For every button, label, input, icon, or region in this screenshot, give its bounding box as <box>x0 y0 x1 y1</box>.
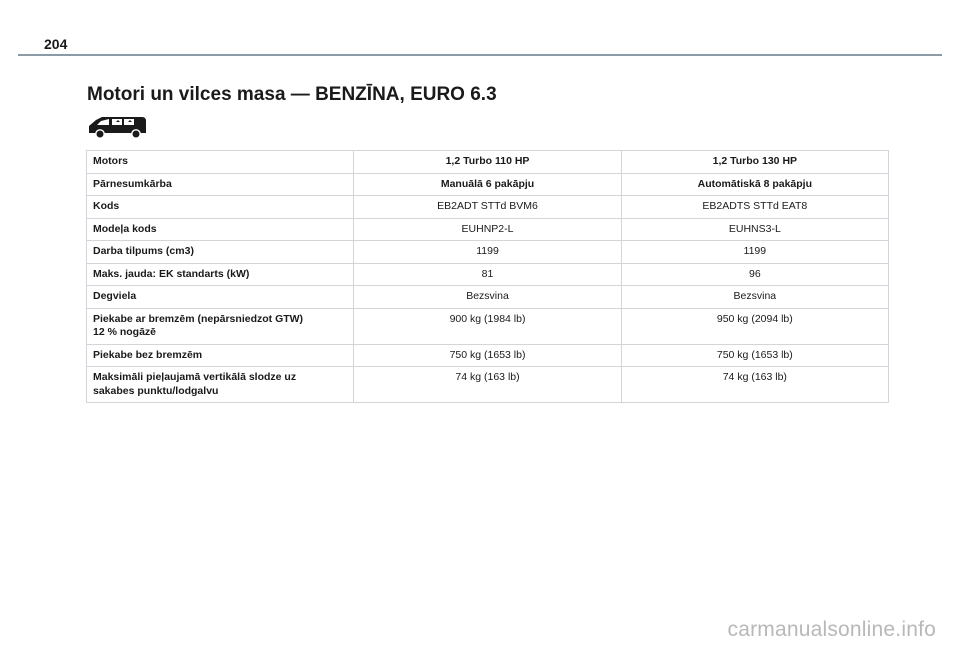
row-label: Modeļa kods <box>87 218 354 241</box>
van-icon <box>86 114 150 140</box>
row-col1: EB2ADT STTd BVM6 <box>354 196 621 219</box>
row-col2: Bezsvina <box>621 286 888 309</box>
header-rule <box>18 54 942 56</box>
row-label: Maks. jauda: EK standarts (kW) <box>87 263 354 286</box>
row-label: Piekabe bez bremzēm <box>87 344 354 367</box>
row-label <box>87 308 354 344</box>
row-label-line2: sakabes punktu/lodgalvu <box>93 384 219 397</box>
page-number: 204 <box>44 36 68 52</box>
table-header-row <box>87 151 889 174</box>
header-col2: 1,2 Turbo 130 HP <box>621 151 888 174</box>
row-col1: 900 kg (1984 lb) <box>354 308 621 344</box>
row-label-line1: Maksimāli pieļaujamā vertikālā slodze uz <box>93 371 297 383</box>
row-col2: 950 kg (2094 lb) <box>621 308 888 344</box>
table-row <box>87 367 889 403</box>
row-label-line1: Piekabe ar bremzēm (nepārsniedzot GTW) <box>93 312 304 325</box>
row-col1: EUHNP2-L <box>354 218 621 241</box>
table-row <box>87 263 889 286</box>
row-col2: 74 kg (163 lb) <box>621 367 888 403</box>
table-row <box>87 173 889 196</box>
row-col2: 750 kg (1653 lb) <box>621 344 888 367</box>
row-col2: 1199 <box>621 241 888 264</box>
table-row <box>87 286 889 309</box>
table-row <box>87 196 889 219</box>
row-label: Pārnesumkārba <box>87 173 354 196</box>
row-col1: Bezsvina <box>354 286 621 309</box>
row-label <box>87 367 354 403</box>
row-label: Degviela <box>87 286 354 309</box>
header-col1: 1,2 Turbo 110 HP <box>354 151 621 174</box>
row-label: Darba tilpums (cm3) <box>87 241 354 264</box>
table-row <box>87 241 889 264</box>
row-label: Kods <box>87 196 354 219</box>
row-col2: 96 <box>621 263 888 286</box>
table-row <box>87 308 889 344</box>
engine-spec-table <box>86 150 889 403</box>
row-col1: 750 kg (1653 lb) <box>354 344 621 367</box>
watermark: carmanualsonline.info <box>727 618 936 641</box>
row-col1: Manuālā 6 pakāpju <box>354 173 621 196</box>
row-col1: 74 kg (163 lb) <box>354 367 621 403</box>
row-col2: Automātiskā 8 pakāpju <box>621 173 888 196</box>
table-row <box>87 218 889 241</box>
row-label-line2: 12 % nogāzē <box>93 326 157 338</box>
row-col2: EB2ADTS STTd EAT8 <box>621 196 888 219</box>
table-row <box>87 344 889 367</box>
page-title: Motori un vilces masa — BENZĪNA, EURO 6.3 <box>87 84 497 105</box>
row-col2: EUHNS3-L <box>621 218 888 241</box>
row-col1: 81 <box>354 263 621 286</box>
header-label: Motors <box>87 151 354 174</box>
row-col1: 1199 <box>354 241 621 264</box>
